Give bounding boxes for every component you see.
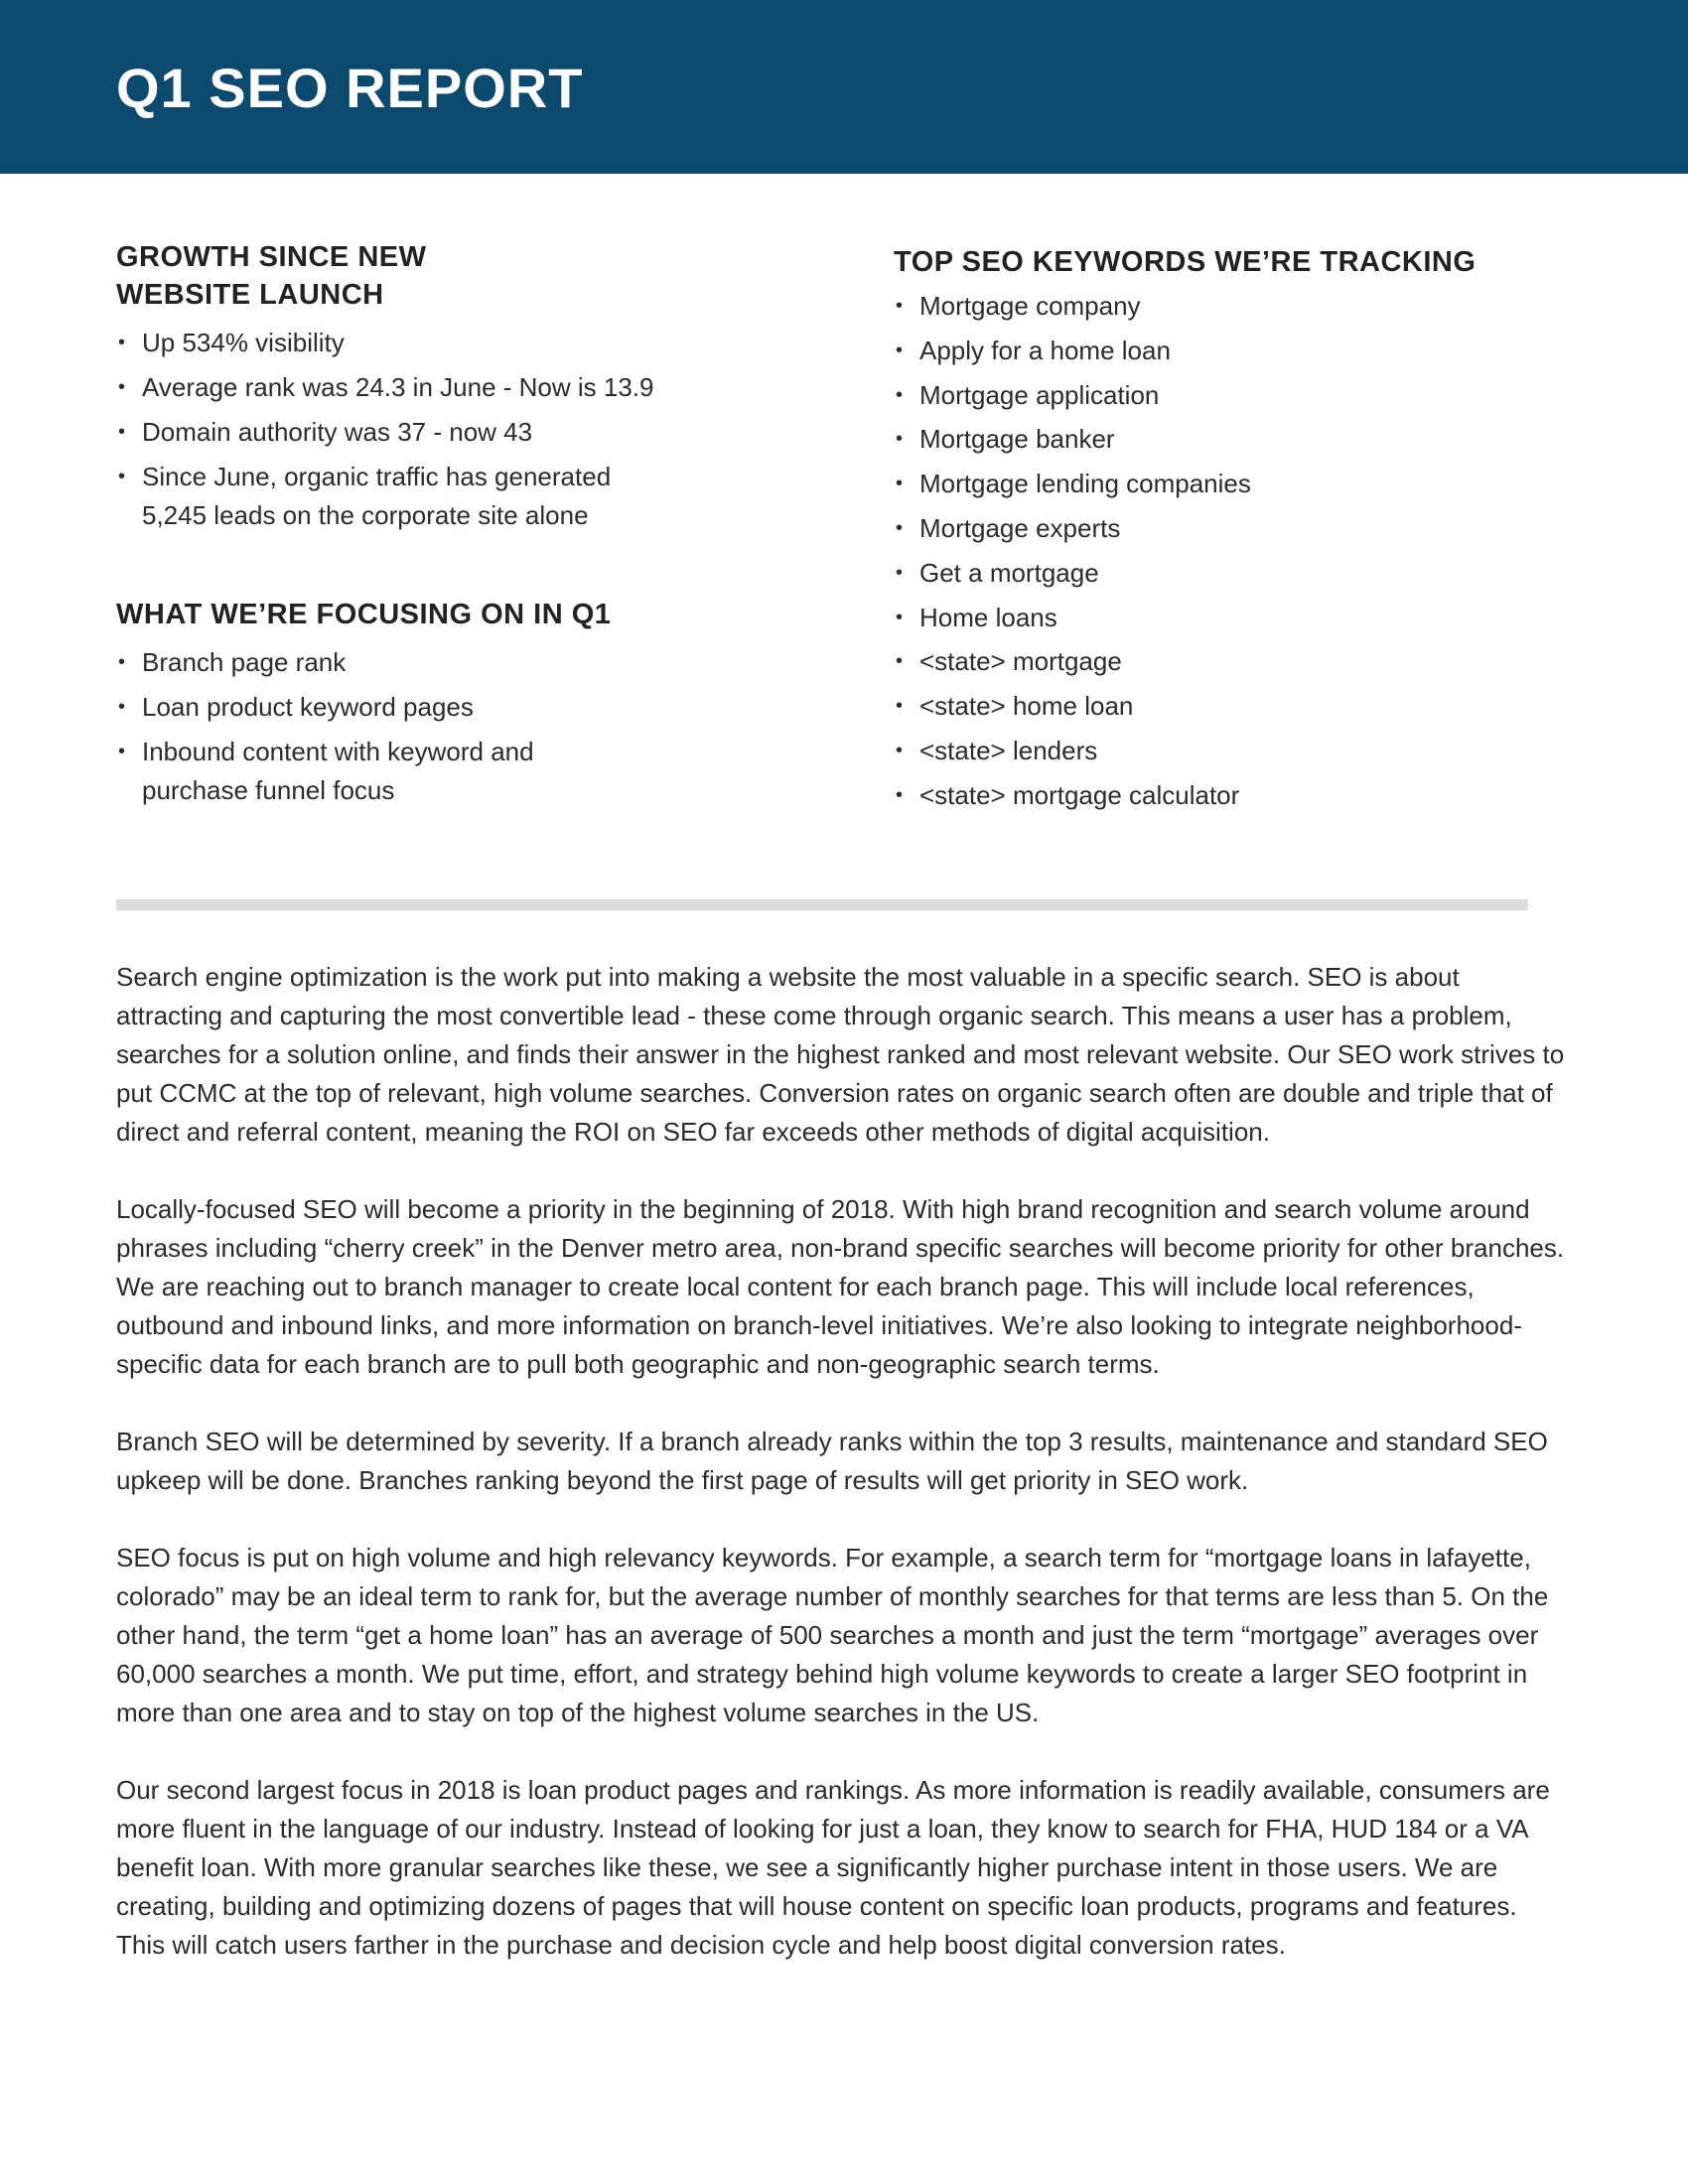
- bullet-icon: •: [118, 332, 126, 353]
- focus-list: [116, 643, 752, 810]
- left-column: [116, 238, 752, 816]
- bullet-icon: •: [118, 651, 126, 673]
- list-item: • Mortgage lending companies: [894, 465, 1569, 503]
- body-text: [116, 958, 1566, 2003]
- bullet-icon: •: [896, 473, 904, 495]
- list-item: • Average rank was 24.3 in June - Now is 13.9: [116, 368, 752, 407]
- header-band: [0, 0, 1688, 174]
- bullet-icon: •: [896, 561, 904, 584]
- body-paragraph: Branch SEO will be determined by severity. If a branch already ranks within the top 3 results, maintenance and standard SEO upkeep will be done. Branches ranking beyond the first page of results will get priority in SEO work.: [116, 1427, 1548, 1495]
- list-item: • Apply for a home loan: [894, 332, 1569, 370]
- bullet-icon: •: [118, 421, 126, 443]
- list-item: • Get a mortgage: [894, 554, 1569, 593]
- list-item: • Since June, organic traffic has generated 5,245 leads on the corporate site alone: [116, 458, 658, 535]
- bullet-icon: •: [896, 739, 904, 761]
- list-item: • <state> mortgage calculator: [894, 776, 1569, 815]
- list-item: • <state> home loan: [894, 687, 1569, 726]
- bullet-icon: •: [118, 376, 126, 398]
- right-column: [894, 243, 1569, 821]
- focus-heading: WHAT WE’RE FOCUSING ON IN Q1: [116, 599, 612, 630]
- bullet-icon: •: [118, 696, 126, 718]
- list-item: • Home loans: [894, 599, 1569, 637]
- list-item: • Mortgage banker: [894, 420, 1569, 459]
- list-item: • <state> lenders: [894, 732, 1569, 770]
- bullet-icon: •: [896, 650, 904, 673]
- bullet-icon: •: [118, 741, 126, 762]
- list-item: • <state> mortgage: [894, 642, 1569, 681]
- bullet-icon: •: [896, 783, 904, 806]
- list-item: • Up 534% visibility: [116, 324, 752, 362]
- list-item: • Mortgage company: [894, 287, 1569, 326]
- body-paragraph: Locally-focused SEO will become a priority in the beginning of 2018. With high brand recognition and search volume around phrases including “cherry creek” in the Denver metro area, non-brand specific searches will become priority for other branches. We are reaching out to branch manager to create local content for each branch page. This will include local references, outbound and inbound links, and more information on branch-level initiatives. We’re also looking to integrate neighborhood-specific data for each branch are to pull both geographic and non-geographic search terms.: [116, 1194, 1565, 1379]
- body-paragraph: Search engine optimization is the work put into making a website the most valuable in a specific search. SEO is about attracting and capturing the most convertible lead - these come through organic search. This means a user has a problem, searches for a solution online, and finds their answer in the highest ranked and most relevant website. Our SEO work strives to put CCMC at the top of relevant, high volume searches. Conversion rates on organic search often are double and triple that of direct and referral content, meaning the ROI on SEO far exceeds other methods of digital acquisition.: [116, 962, 1565, 1147]
- bullet-icon: •: [896, 295, 904, 317]
- bullet-icon: •: [896, 383, 904, 406]
- keywords-heading: TOP SEO KEYWORDS WE’RE TRACKING: [894, 246, 1477, 278]
- page-title: Q1 SEO REPORT: [116, 57, 584, 119]
- list-item: • Branch page rank: [116, 643, 752, 682]
- growth-list: [116, 324, 752, 535]
- list-item: • Loan product keyword pages: [116, 688, 752, 727]
- bullet-icon: •: [118, 466, 126, 487]
- bullet-icon: •: [896, 339, 904, 361]
- growth-heading: GROWTH SINCE NEW WEBSITE LAUNCH: [116, 241, 427, 311]
- body-paragraph: SEO focus is put on high volume and high relevancy keywords. For example, a search term for “mortgage loans in lafayette, colorado” may be an ideal term to rank for, but the average number of monthly searches for that terms are less than 5. On the other hand, the term “get a home loan” has an average of 500 searches a month and just the term “mortgage” averages over 60,000 searches a month. We put time, effort, and strategy behind high volume keywords to create a larger SEO footprint in more than one area and to stay on top of the highest volume searches in the US.: [116, 1543, 1549, 1727]
- section-divider: [116, 899, 1528, 910]
- list-item: • Inbound content with keyword and purchase funnel focus: [116, 733, 589, 810]
- keywords-list: [894, 287, 1569, 815]
- body-paragraph: Our second largest focus in 2018 is loan product pages and rankings. As more information is readily available, consumers are more fluent in the language of our industry. Instead of looking for just a loan, they know to search for FHA, HUD 184 or a VA benefit loan. With more granular searches like these, we see a significantly higher purchase intent in those users. We are creating, building and optimizing dozens of pages that will house content on specific loan products, programs and features. This will catch users farther in the purchase and decision cycle and help boost digital conversion rates.: [116, 1775, 1550, 1960]
- list-item: • Mortgage application: [894, 376, 1569, 415]
- bullet-icon: •: [896, 695, 904, 718]
- bullet-icon: •: [896, 606, 904, 628]
- bullet-icon: •: [896, 428, 904, 451]
- list-item: • Domain authority was 37 - now 43: [116, 413, 752, 452]
- bullet-icon: •: [896, 516, 904, 539]
- list-item: • Mortgage experts: [894, 509, 1569, 548]
